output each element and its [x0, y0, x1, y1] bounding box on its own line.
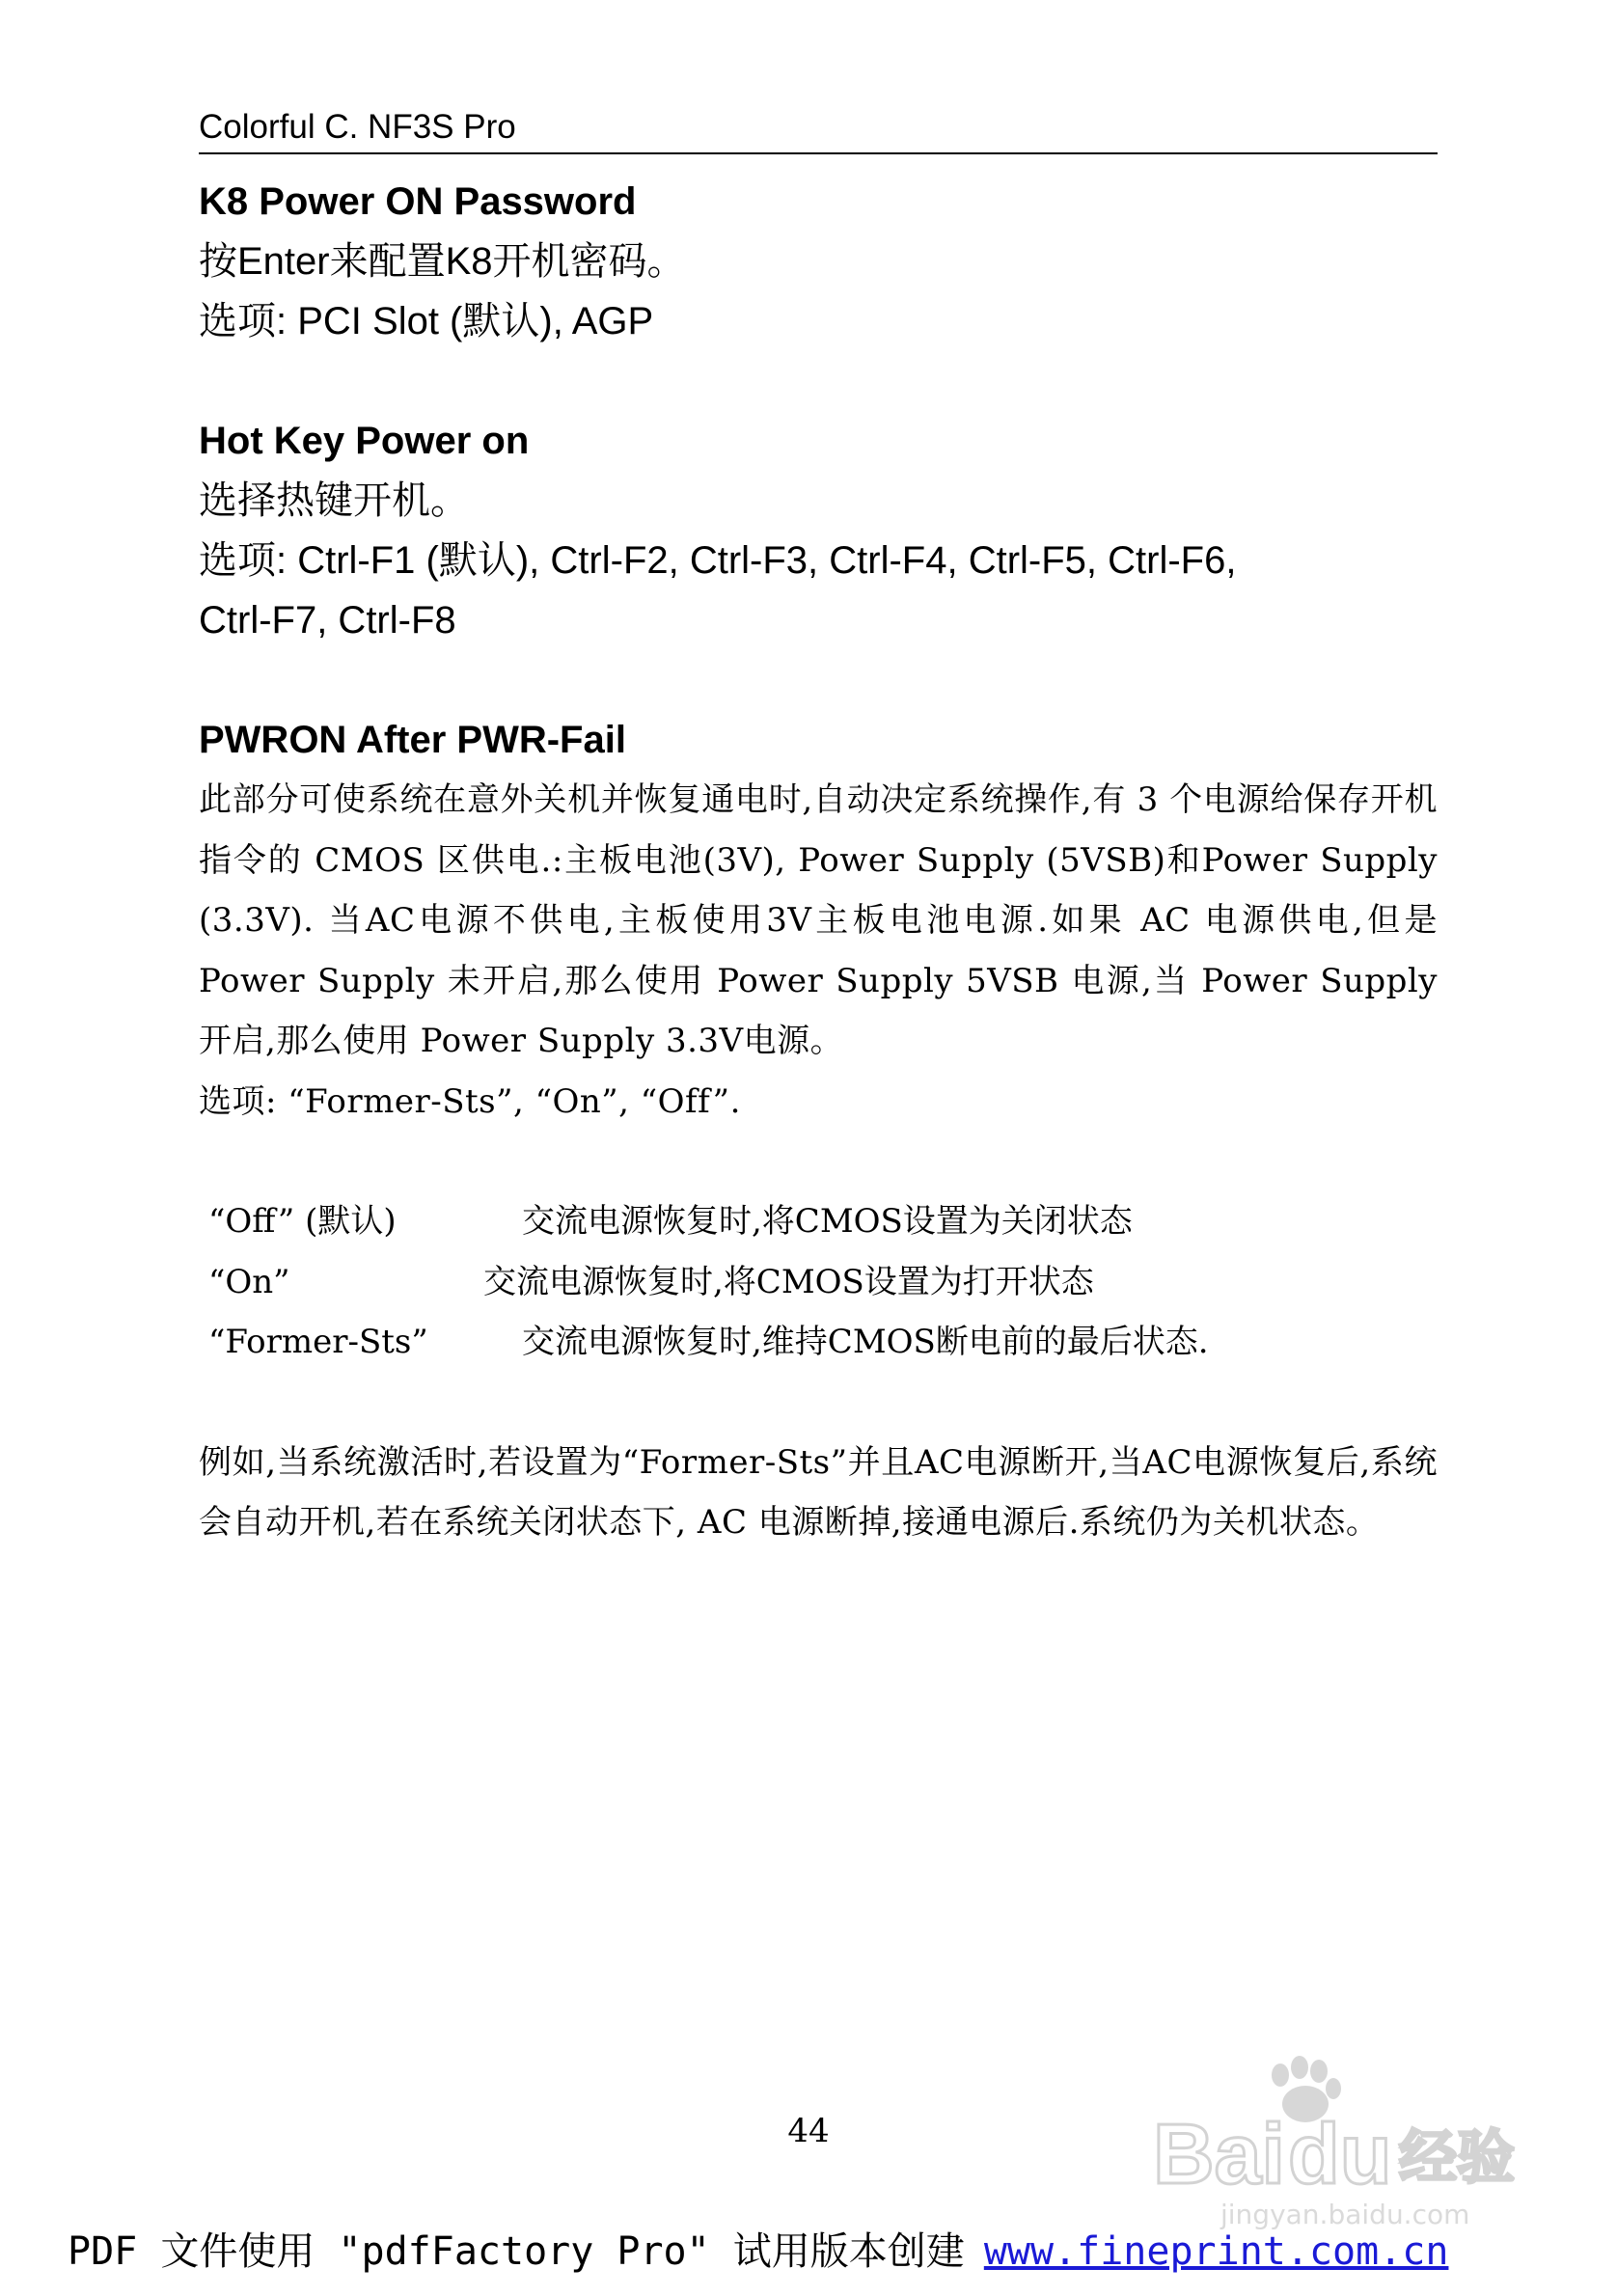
option-row — [199, 1312, 1438, 1373]
spacer — [199, 351, 1438, 411]
spacer — [199, 650, 1438, 710]
section-heading: K8 Power ON Password — [199, 180, 637, 223]
page-number: 44 — [787, 2112, 830, 2150]
options-line: 选项: Ctrl-F1 (默认), Ctrl-F2, Ctrl-F3, Ctrl-F4, Ctrl-F5, Ctrl-F6, — [199, 539, 1237, 582]
footer-link[interactable]: www.fineprint.com.cn — [983, 2229, 1449, 2274]
description-paragraph: 此部分可使系统在意外关机并恢复通电时,自动决定系统操作,有 3 个电源给保存开机指令的 CMOS 区供电.:主板电池(3V), Power Supply (5VSB)和Power Supply (3.3V). 当AC电源不供电,主板使用3V主板电池电源.如果 AC 电源供电,但是 Power Supply 未开启,那么使用 Power Supply 5VSB 电源,当 Power Supply 开启,那么使用 Power Supply 3.3V电源。 — [199, 780, 1438, 1060]
watermark-url: jingyan.baidu.com — [1220, 2199, 1470, 2230]
options-line: 选项: PCI Slot (默认), AGP — [199, 300, 654, 342]
footer-text: PDF 文件使用 "pdfFactory Pro" 试用版本创建 — [68, 2229, 965, 2274]
running-header: Colorful C. NF3S Pro — [199, 108, 516, 146]
section-k8-power-on-password — [199, 172, 1438, 351]
description-line: 选择热键开机。 — [199, 479, 469, 522]
baidu-jingyan-watermark — [1153, 2050, 1539, 2233]
section-hot-key-power-on — [199, 411, 1438, 650]
option-key: “Former-Sts” — [208, 1323, 428, 1361]
option-row — [199, 1252, 1438, 1313]
watermark-brand-left: Bai — [1153, 2106, 1285, 2201]
spacer — [199, 1132, 1438, 1191]
pdf-footer — [68, 2225, 1448, 2279]
watermark-brand-right: du — [1288, 2106, 1392, 2201]
spacer — [199, 1373, 1438, 1433]
header-divider — [199, 152, 1438, 154]
watermark-product: 经验 — [1399, 2124, 1515, 2192]
section-heading: PWRON After PWR-Fail — [199, 719, 626, 761]
option-key: “On” — [208, 1262, 290, 1301]
page-content — [199, 172, 1438, 1553]
options-line-continued: Ctrl-F7, Ctrl-F8 — [199, 599, 456, 642]
option-description: 交流电源恢复时,将CMOS设置为打开状态 — [483, 1262, 1094, 1301]
option-description: 交流电源恢复时,维持CMOS断电前的最后状态. — [522, 1323, 1209, 1361]
section-pwron-after-pwr-fail — [199, 710, 1438, 1553]
description-line: 按Enter来配置K8开机密码。 — [199, 240, 686, 283]
options-line: 选项: “Former-Sts”, “On”, “Off”. — [199, 1081, 741, 1121]
options-table — [199, 1191, 1438, 1373]
section-heading: Hot Key Power on — [199, 420, 530, 462]
example-paragraph: 例如,当系统激活时,若设置为“Former-Sts”并且AC电源断开,当AC电源恢复后,系统会自动开机,若在系统关闭状态下, AC 电源断掉,接通电源后.系统仍为关机状态。 — [199, 1442, 1438, 1542]
option-row — [199, 1191, 1438, 1252]
option-description: 交流电源恢复时,将CMOS设置为关闭状态 — [522, 1202, 1133, 1241]
option-key: “Off” (默认) — [208, 1202, 397, 1241]
